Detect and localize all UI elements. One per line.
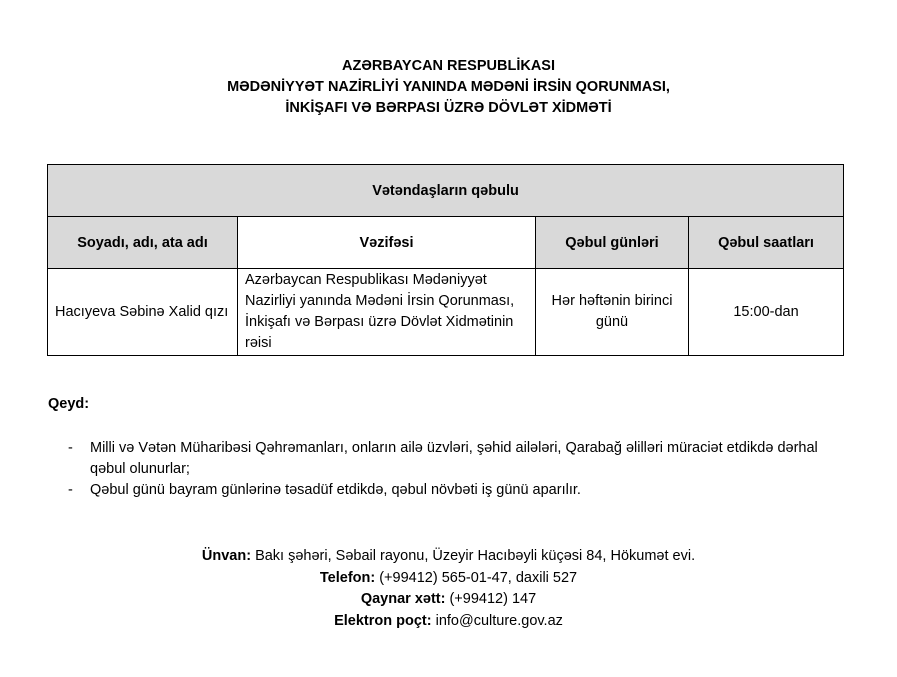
list-item	[68, 438, 828, 480]
cell-position: Azərbaycan Respublikası Mədəniyyət Nazirliyi yanında Mədəni İrsin Qorunması, İnkişafı və Bərpası üzrə Dövlət Xidmətinin rəisi	[238, 269, 536, 356]
table-title: Vətəndaşların qəbulu	[48, 165, 844, 217]
hotline-line	[0, 589, 897, 611]
column-header-position: Vəzifəsi	[238, 217, 536, 269]
phone-line	[0, 568, 897, 590]
dash-bullet: -	[68, 482, 73, 498]
cell-name: Hacıyeva Səbinə Xalid qızı	[48, 269, 238, 356]
cell-hours: 15:00-dan	[689, 269, 844, 356]
document-header	[0, 56, 897, 119]
column-header-hours: Qəbul saatları	[689, 217, 844, 269]
email-line	[0, 611, 897, 633]
cell-days: Hər həftənin birinci günü	[536, 269, 689, 356]
contact-info	[0, 546, 897, 632]
address-value: Bakı şəhəri, Səbail rayonu, Üzeyir Hacıbəyli küçəsi 84, Hökumət evi.	[251, 548, 696, 564]
note-text: Qəbul günü bayram günlərinə təsadüf etdikdə, qəbul növbəti iş günü aparılır.	[90, 482, 581, 498]
note-text: Milli və Vətən Müharibəsi Qəhrəmanları, onların ailə üzvləri, şəhid ailələri, Qarabağ əlilləri müraciət etdikdə dərhal qəbul olunurlar;	[90, 440, 818, 477]
notes-title: Qeyd:	[48, 396, 90, 412]
notes-list	[68, 438, 828, 501]
reception-table	[47, 164, 844, 356]
phone-value: (+99412) 565-01-47, daxili 527	[375, 569, 578, 586]
dash-bullet: -	[68, 440, 73, 456]
column-header-name: Soyadı, adı, ata adı	[48, 217, 238, 269]
table-title-row	[48, 165, 844, 217]
email-value[interactable]: info@culture.gov.az	[431, 612, 563, 629]
hotline-label: Qaynar xətt:	[360, 591, 446, 607]
header-line-2: MƏDƏNİYYƏT NAZİRLİYİ YANINDA MƏDƏNİ İRSİN QORUNMASI,	[227, 79, 670, 95]
email-label: Elektron poçt:	[334, 612, 432, 629]
address-label: Ünvan:	[201, 548, 252, 564]
hotline-value: (+99412) 147	[445, 591, 537, 607]
table-header-row	[48, 217, 844, 269]
list-item	[68, 480, 828, 501]
table-row	[48, 269, 844, 356]
address-line	[0, 546, 897, 568]
header-line-3: İNKİŞAFI VƏ BƏRPASI ÜZRƏ DÖVLƏT XİDMƏTİ	[285, 100, 612, 116]
phone-label: Telefon:	[319, 569, 376, 586]
column-header-days: Qəbul günləri	[536, 217, 689, 269]
header-line-1: AZƏRBAYCAN RESPUBLİKASI	[341, 58, 555, 74]
